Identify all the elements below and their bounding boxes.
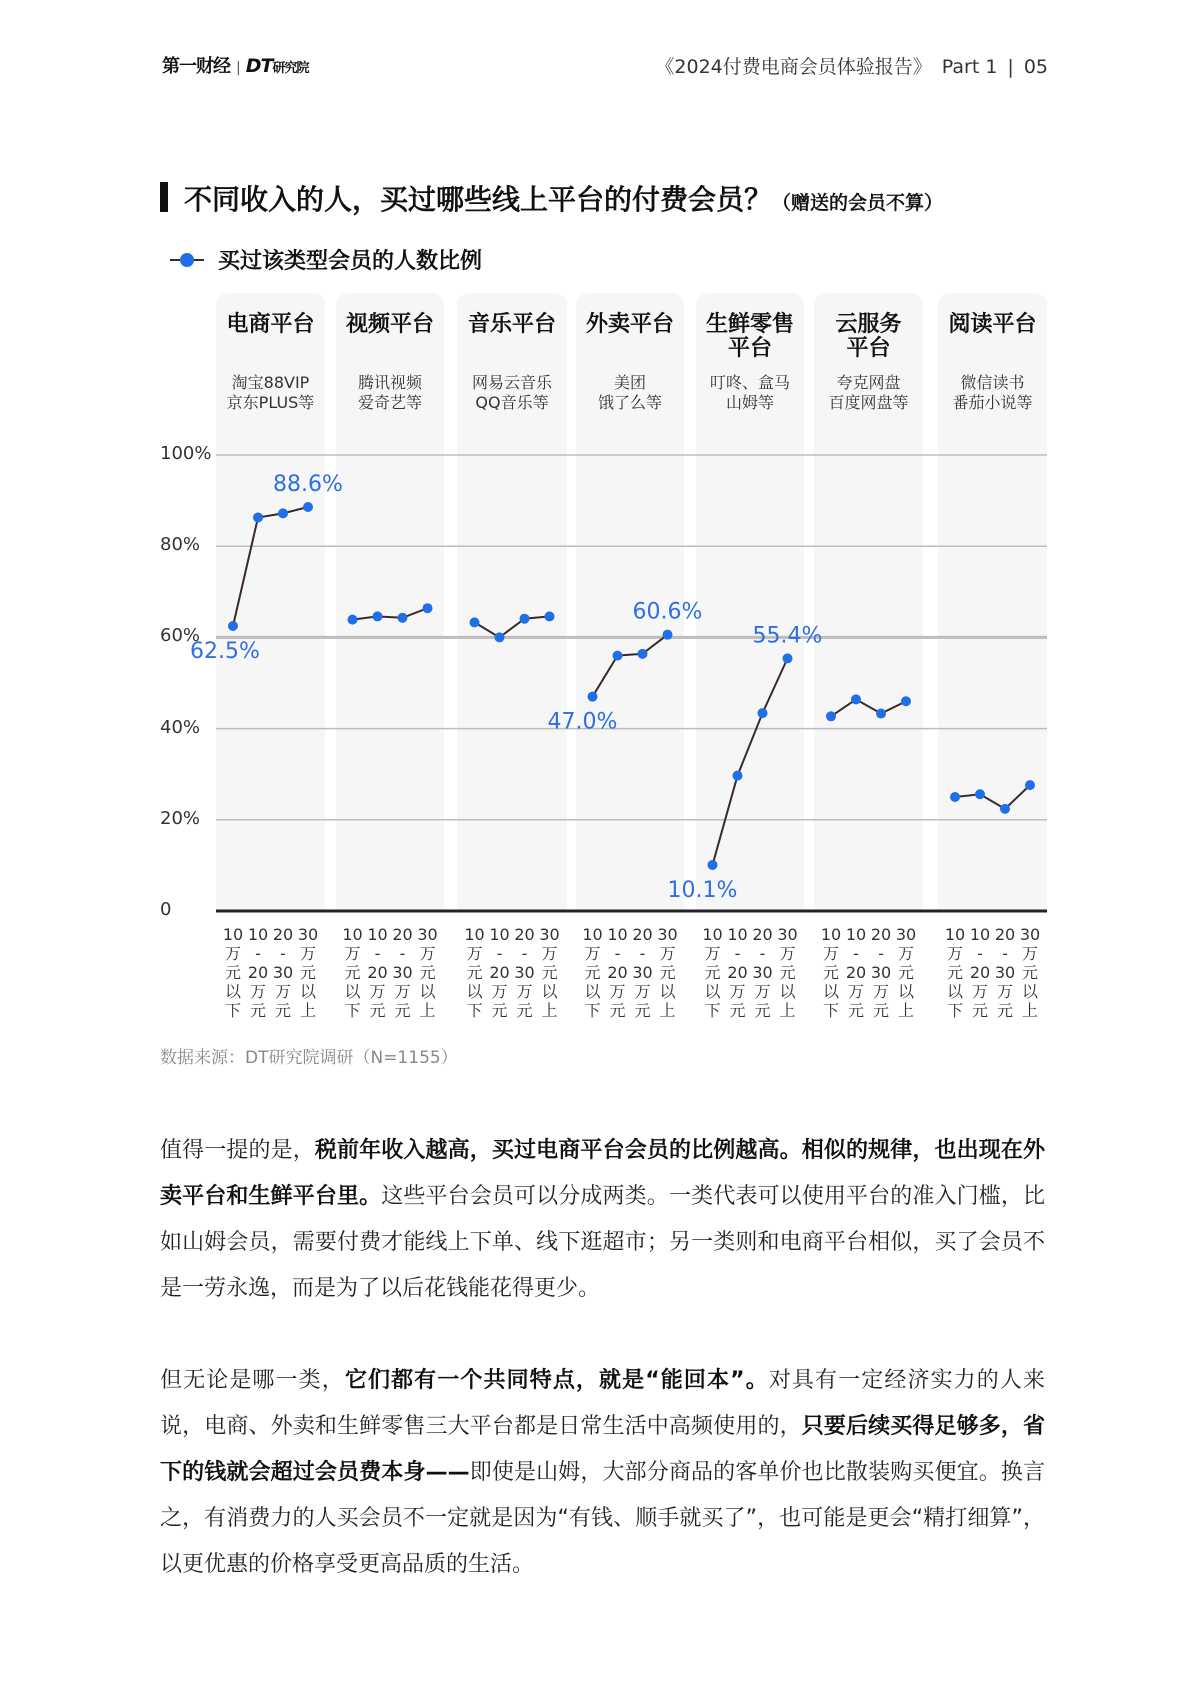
panel-examples: 网易云音乐 QQ音乐等 <box>471 373 552 412</box>
x-tick-label: 20 - 30 万 元 <box>632 925 653 1020</box>
x-tick-label: 20 - 30 万 元 <box>272 925 294 1020</box>
panel-examples: 叮咚、盒马 山姆等 <box>709 373 790 412</box>
data-point <box>520 614 530 624</box>
emphasis-text: 税前年收入越高，买过电商平台会员的比例越高。相似的规律，也出现在外卖平台和生鲜平台里。 <box>160 1138 1045 1209</box>
data-source: 数据来源：DT研究院调研（N=1155） <box>160 1048 458 1068</box>
x-tick-label: 20 - 30 万 元 <box>392 925 413 1020</box>
x-tick-label: 10 万 元 以 下 <box>464 925 485 1020</box>
x-tick-label: 30 万 元 以 上 <box>539 925 560 1020</box>
series-line <box>955 785 1030 809</box>
panel-examples: 美团 饿了么等 <box>597 373 662 412</box>
panel-title: 阅读平台 <box>948 312 1037 337</box>
data-point <box>950 792 960 802</box>
x-tick-label: 10 - 20 万 元 <box>727 925 748 1020</box>
value-annotation: 55.4% <box>752 623 823 649</box>
y-tick-label: 0 <box>160 899 172 920</box>
panel-examples: 微信读书 番茄小说等 <box>952 373 1033 412</box>
panel-title: 音乐平台 <box>467 312 556 337</box>
y-tick-label: 20% <box>160 807 201 829</box>
x-tick-label: 10 万 元 以 下 <box>944 925 966 1020</box>
page-number: 05 <box>1023 56 1048 78</box>
x-tick-label: 10 万 元 以 下 <box>342 925 363 1020</box>
data-point <box>613 651 623 661</box>
x-tick-label: 20 - 30 万 元 <box>752 925 773 1020</box>
emphasis-text: 只要后续买得足够多，省下的钱就会超过会员费本身—— <box>160 1414 1045 1485</box>
panel-title: 视频平台 <box>345 312 434 337</box>
x-tick-label: 10 万 元 以 下 <box>222 925 244 1020</box>
data-point <box>975 789 985 799</box>
data-point <box>663 630 673 640</box>
series-line <box>713 658 788 865</box>
data-point <box>826 711 836 721</box>
x-tick-label: 10 - 20 万 元 <box>367 925 388 1020</box>
value-annotation: 10.1% <box>667 877 738 903</box>
data-point <box>851 694 861 704</box>
panel-title: 外卖平台 <box>585 312 674 337</box>
data-point <box>228 621 238 631</box>
panel-examples: 淘宝88VIP 京东PLUS等 <box>226 373 315 412</box>
body-text: 即使是山姆，大部分商品的客单价也比散装购买便宜。换言之，有消费力的人买会员不一定就是因为“有钱、顺手就买了”，也可能是更会“精打细算”，以更优惠的价格享受更高品质的生活。 <box>160 1460 1045 1577</box>
data-point <box>545 611 555 621</box>
data-point <box>783 653 793 663</box>
panel-examples: 夸克网盘 百度网盘等 <box>828 373 909 412</box>
x-tick-label: 30 万 元 以 上 <box>895 925 917 1020</box>
body-text: 但无论是哪一类， <box>160 1368 345 1393</box>
series-line <box>831 699 906 716</box>
y-tick-label: 60% <box>160 625 201 647</box>
body-text: 值得一提的是， <box>160 1138 315 1163</box>
x-tick-label: 10 - 20 万 元 <box>607 925 628 1020</box>
y-tick-label: 40% <box>160 716 201 738</box>
panel-title: 电商平台 <box>226 312 315 337</box>
data-point <box>901 696 911 706</box>
x-tick-label: 30 万 元 以 上 <box>777 925 798 1020</box>
x-tick-label: 10 - 20 万 元 <box>845 925 867 1020</box>
value-annotation: 62.5% <box>190 639 260 664</box>
body-text: 这些平台会员可以分成两类。一类代表可以使用平台的准入门槛，比如山姆会员，需要付费才能线上下单、线下逛超市；另一类则和电商平台相似，买了会员不是一劳永逸，而是为了以后花钱能花得更少。 <box>160 1184 1045 1301</box>
body-paragraph-2 <box>160 1358 1045 1588</box>
logo-yicai: 第一财经 <box>162 56 230 77</box>
series-line <box>593 635 668 697</box>
x-tick-label: 20 - 30 万 元 <box>994 925 1016 1020</box>
x-tick-label: 30 万 元 以 上 <box>297 925 319 1020</box>
data-point <box>876 709 886 719</box>
data-point <box>303 502 313 512</box>
x-tick-label: 10 - 20 万 元 <box>489 925 510 1020</box>
emphasis-text: 它们都有一个共同特点，就是“能回本”。 <box>344 1368 769 1393</box>
data-point <box>253 512 263 522</box>
data-point <box>1025 780 1035 790</box>
data-point <box>423 603 433 613</box>
data-point <box>588 692 598 702</box>
body-paragraph-1 <box>160 1128 1045 1312</box>
y-tick-label: 80% <box>160 534 201 556</box>
title-note: （赠送的会员不算） <box>772 192 944 214</box>
data-point <box>758 708 768 718</box>
data-point <box>495 632 505 642</box>
data-point <box>733 771 743 781</box>
y-tick-label: 100% <box>160 443 212 464</box>
panel-title: 生鲜零售 平台 <box>705 312 794 361</box>
data-point <box>348 615 358 625</box>
panel-examples: 腾讯视频 爱奇艺等 <box>357 373 422 412</box>
data-point <box>373 611 383 621</box>
x-tick-label: 10 - 20 万 元 <box>969 925 991 1020</box>
panel-title: 云服务 平台 <box>835 312 902 361</box>
legend-label: 买过该类型会员的人数比例 <box>218 249 483 274</box>
series-line <box>233 507 308 626</box>
value-annotation: 47.0% <box>547 709 618 735</box>
x-tick-label: 20 - 30 万 元 <box>870 925 892 1020</box>
body-text: 对具有一定经济实力的人来说，电商、外卖和生鲜零售三大平台都是日常生活中高频使用的， <box>160 1368 1045 1439</box>
series-line <box>475 616 550 637</box>
data-point <box>708 860 718 870</box>
part-label: Part 1 <box>941 56 998 78</box>
chart-title: 不同收入的人，买过哪些线上平台的付费会员？（赠送的会员不算） <box>184 183 944 216</box>
x-tick-label: 10 万 元 以 下 <box>582 925 603 1020</box>
data-point <box>638 649 648 659</box>
value-annotation: 88.6% <box>273 471 343 497</box>
data-point <box>470 617 480 627</box>
value-annotation: 60.6% <box>632 599 703 625</box>
x-tick-label: 10 万 元 以 下 <box>820 925 842 1020</box>
report-title: 《2024付费电商会员体验报告》 <box>655 56 932 78</box>
header-divider: | <box>1007 56 1014 78</box>
x-tick-label: 10 - 20 万 元 <box>247 925 269 1020</box>
x-tick-label: 10 万 元 以 下 <box>702 925 723 1020</box>
x-tick-label: 20 - 30 万 元 <box>514 925 535 1020</box>
x-tick-label: 30 万 元 以 上 <box>417 925 438 1020</box>
x-tick-label: 30 万 元 以 上 <box>657 925 678 1020</box>
data-point <box>1000 804 1010 814</box>
x-tick-label: 30 万 元 以 上 <box>1019 925 1041 1020</box>
data-point <box>398 613 408 623</box>
series-line <box>353 608 428 619</box>
logo-dt: DT研究院 <box>245 55 309 77</box>
data-point <box>278 508 288 518</box>
logo-separator: | <box>236 60 240 76</box>
